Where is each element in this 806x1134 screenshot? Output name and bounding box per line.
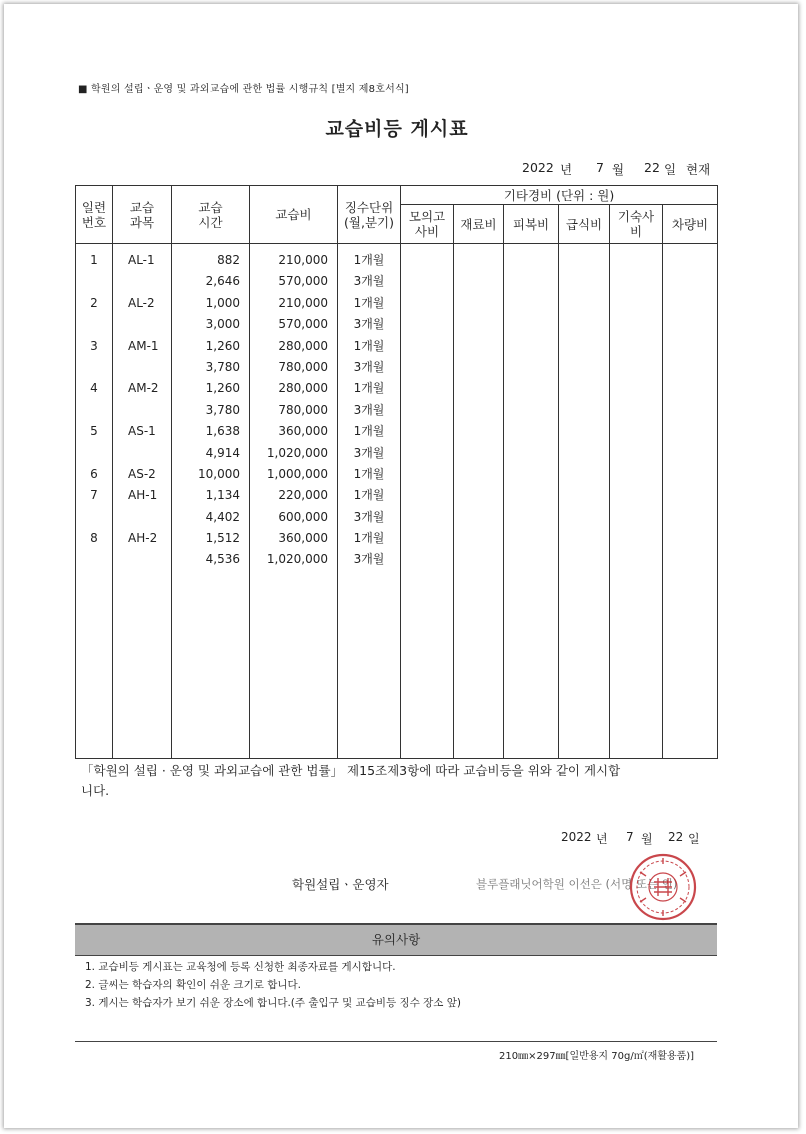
row-fee: 600,000 xyxy=(278,509,328,524)
as-of-suffix: 현재 xyxy=(686,162,711,177)
row-fee: 210,000 xyxy=(278,253,328,267)
statement-text-cont: 니다. xyxy=(81,783,110,798)
row-fee: 780,000 xyxy=(278,402,328,417)
row-fee: 280,000 xyxy=(278,381,328,396)
sign-month-unit: 월 xyxy=(641,832,653,846)
founder-label: 학원설립ㆍ운영자 xyxy=(292,877,389,892)
page-title: 교습비등 게시표 xyxy=(325,118,469,140)
official-seal-stamp xyxy=(628,852,698,922)
as-of-month: 7 xyxy=(596,160,604,175)
header-mock-exam-fee: 모의고 사비 xyxy=(401,205,454,244)
row-serial-number: 3 xyxy=(90,338,98,353)
header-vehicle-fee: 차량비 xyxy=(663,205,718,244)
row-hours: 10,000 xyxy=(198,466,240,481)
row-collection-unit: 3개월 xyxy=(353,552,385,567)
row-collection-unit: 1개월 xyxy=(353,338,385,353)
sign-year-unit: 년 xyxy=(596,832,608,846)
row-serial-number: 4 xyxy=(90,381,98,396)
row-fee: 220,000 xyxy=(278,488,328,503)
row-serial-number: 1 xyxy=(90,253,98,267)
row-fee: 360,000 xyxy=(278,424,328,439)
row-subject xyxy=(113,314,171,335)
row-hours: 1,260 xyxy=(205,381,240,396)
note-item: 1. 교습비등 게시표는 교육청에 등록 신청한 최종자료를 게시합니다. xyxy=(85,961,396,973)
row-subject: AL-2 xyxy=(128,295,155,310)
row-serial-number: 7 xyxy=(90,488,98,503)
as-of-year: 2022 xyxy=(522,160,554,175)
fee-table xyxy=(75,185,718,759)
header-subject: 교습 과목 xyxy=(113,186,172,244)
note-item: 2. 글씨는 학습자의 확인이 쉬운 크기로 합니다. xyxy=(85,979,301,991)
column-mock-exam-fee xyxy=(401,244,454,759)
row-hours: 3,000 xyxy=(205,317,240,332)
row-collection-unit: 1개월 xyxy=(353,531,385,546)
footer-divider xyxy=(75,1041,717,1042)
row-hours: 882 xyxy=(217,253,240,267)
row-subject xyxy=(113,271,171,292)
column-subject xyxy=(113,244,172,759)
row-serial-number: 5 xyxy=(90,424,98,439)
row-collection-unit: 1개월 xyxy=(353,381,385,396)
header-uniform-fee: 피복비 xyxy=(504,205,559,244)
notes-title: 유의사항 xyxy=(75,923,717,956)
header-serial: 일련 번호 xyxy=(76,186,113,244)
row-collection-unit: 3개월 xyxy=(353,402,385,417)
row-fee: 1,000,000 xyxy=(266,466,328,481)
form-reference: ■ 학원의 설립ㆍ운영 및 과외교습에 관한 법률 시행규칙 [별지 제8호서식] xyxy=(78,84,409,95)
row-collection-unit: 1개월 xyxy=(353,295,385,310)
column-vehicle-fee xyxy=(663,244,718,759)
row-fee: 280,000 xyxy=(278,338,328,353)
row-collection-unit: 1개월 xyxy=(353,488,385,503)
row-collection-unit: 1개월 xyxy=(353,253,385,267)
row-subject: AS-2 xyxy=(128,466,156,481)
row-fee: 1,020,000 xyxy=(266,445,328,460)
header-collection-unit: 징수단위 (월,분기) xyxy=(338,186,401,244)
row-subject xyxy=(113,443,171,464)
row-collection-unit: 3개월 xyxy=(353,359,385,374)
sign-day: 22 xyxy=(668,830,684,844)
header-fee: 교습비 xyxy=(250,186,338,244)
row-subject xyxy=(113,357,171,378)
row-serial-number: 6 xyxy=(90,466,98,481)
row-subject: AL-1 xyxy=(128,253,155,267)
row-serial-number xyxy=(76,314,112,335)
row-serial-number xyxy=(76,400,112,421)
note-item: 3. 게시는 학습자가 보기 쉬운 장소에 합니다.(주 출입구 및 교습비등 징수 장소 앞) xyxy=(85,997,462,1009)
row-serial-number xyxy=(76,443,112,464)
statement-text: 「학원의 설립 · 운영 및 과외교습에 관한 법률」 제15조제3항에 따라 교습비등을 위와 같이 게시합 xyxy=(81,763,621,778)
column-hours xyxy=(172,244,250,759)
row-subject: AH-2 xyxy=(128,531,158,546)
row-hours: 1,512 xyxy=(205,531,240,546)
row-collection-unit: 1개월 xyxy=(353,466,385,481)
row-hours: 4,536 xyxy=(205,552,240,567)
column-uniform-fee xyxy=(504,244,559,759)
column-dormitory-fee xyxy=(610,244,663,759)
column-meal-fee xyxy=(559,244,610,759)
signature-line: 블루플래닛어학원 이선은 (서명 또는 인) xyxy=(476,877,678,891)
as-of-day-unit: 일 xyxy=(664,162,677,177)
header-hours: 교습 시간 xyxy=(172,186,250,244)
row-hours: 1,000 xyxy=(205,295,240,310)
row-serial-number xyxy=(76,357,112,378)
row-collection-unit: 3개월 xyxy=(353,509,385,524)
row-hours: 3,780 xyxy=(205,359,240,374)
row-hours: 4,914 xyxy=(205,445,240,460)
row-subject xyxy=(113,400,171,421)
row-serial-number xyxy=(76,549,112,570)
header-dormitory-fee: 기숙사 비 xyxy=(610,205,663,244)
row-serial-number: 2 xyxy=(90,295,98,310)
column-material-fee xyxy=(454,244,504,759)
row-collection-unit: 3개월 xyxy=(353,274,385,289)
column-fee xyxy=(250,244,338,759)
row-serial-number xyxy=(76,507,112,528)
row-fee: 210,000 xyxy=(278,295,328,310)
header-material-fee: 재료비 xyxy=(454,205,504,244)
paper-spec: 210㎜×297㎜[일반용지 70g/㎡(재활용품)] xyxy=(499,1051,695,1062)
row-subject xyxy=(113,549,171,570)
sign-month: 7 xyxy=(626,830,634,844)
row-subject: AS-1 xyxy=(128,424,156,439)
row-hours: 2,646 xyxy=(205,274,240,289)
row-serial-number xyxy=(76,271,112,292)
row-collection-unit: 3개월 xyxy=(353,317,385,332)
row-serial-number: 8 xyxy=(90,531,98,546)
row-collection-unit: 3개월 xyxy=(353,445,385,460)
row-fee: 1,020,000 xyxy=(266,552,328,567)
row-subject xyxy=(113,507,171,528)
row-fee: 570,000 xyxy=(278,274,328,289)
row-collection-unit: 1개월 xyxy=(353,424,385,439)
row-hours: 1,134 xyxy=(205,488,240,503)
document-page xyxy=(4,4,798,1128)
column-serial xyxy=(76,244,113,759)
row-fee: 570,000 xyxy=(278,317,328,332)
as-of-month-unit: 월 xyxy=(612,162,625,177)
row-subject: AM-1 xyxy=(128,338,159,353)
row-hours: 1,260 xyxy=(205,338,240,353)
sign-day-unit: 일 xyxy=(688,832,700,846)
row-subject: AM-2 xyxy=(128,381,159,396)
sign-year: 2022 xyxy=(561,830,592,844)
column-unit xyxy=(338,244,401,759)
row-fee: 360,000 xyxy=(278,531,328,546)
row-hours: 3,780 xyxy=(205,402,240,417)
as-of-day: 22 xyxy=(644,160,660,175)
row-hours: 4,402 xyxy=(205,509,240,524)
header-other-expenses: 기타경비 (단위 : 원) xyxy=(401,186,718,205)
row-subject: AH-1 xyxy=(128,488,158,503)
as-of-year-unit: 년 xyxy=(560,162,573,177)
row-fee: 780,000 xyxy=(278,359,328,374)
header-meal-fee: 급식비 xyxy=(559,205,610,244)
row-hours: 1,638 xyxy=(205,424,240,439)
